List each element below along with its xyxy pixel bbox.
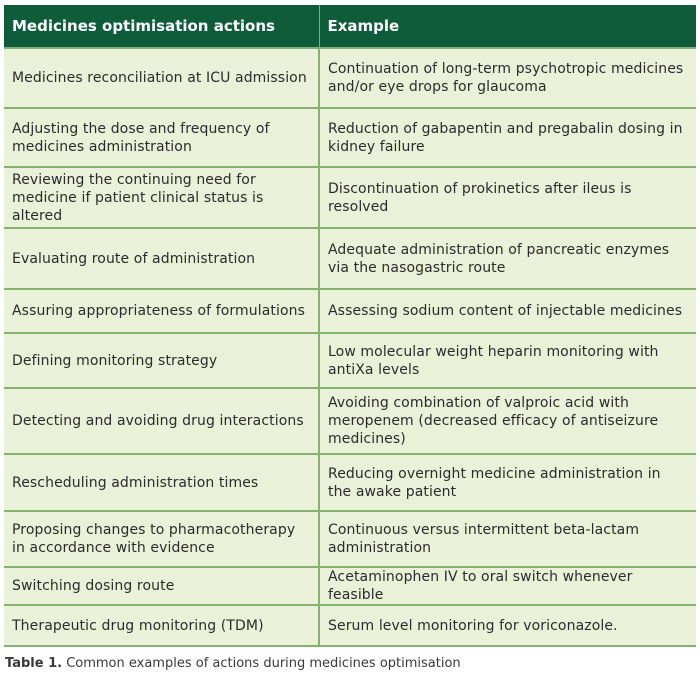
table-row [4,333,696,388]
example-cell: Avoiding combination of valproic acid with meropenem (decreased efficacy of antiseizure medicines) [319,388,696,454]
example-cell: Continuous versus intermittent beta-lactam administration [319,511,696,567]
action-cell: Medicines reconciliation at ICU admission [4,48,319,108]
example-cell: Reducing overnight medicine administration in the awake patient [319,454,696,511]
table-row [4,605,696,646]
example-cell: Serum level monitoring for voriconazole. [319,605,696,646]
example-cell: Adequate administration of pancreatic enzymes via the nasogastric route [319,228,696,289]
medicines-optimisation-table [4,5,696,647]
table-row [4,454,696,511]
table-row [4,48,696,108]
example-cell: Assessing sodium content of injectable medicines [319,289,696,333]
action-cell: Therapeutic drug monitoring (TDM) [4,605,319,646]
caption-text: Common examples of actions during medicines optimisation [62,656,461,671]
table-row [4,167,696,228]
action-cell: Defining monitoring strategy [4,333,319,388]
table-row [4,108,696,167]
action-cell: Adjusting the dose and frequency of medicines administration [4,108,319,167]
example-cell: Continuation of long-term psychotropic medicines and/or eye drops for glaucoma [319,48,696,108]
table-header-row [4,5,696,48]
table-row [4,289,696,333]
header-example: Example [319,5,696,48]
example-cell: Low molecular weight heparin monitoring with antiXa levels [319,333,696,388]
example-cell: Discontinuation of prokinetics after ileus is resolved [319,167,696,228]
action-cell: Rescheduling administration times [4,454,319,511]
action-cell: Switching dosing route [4,567,319,605]
action-cell: Reviewing the continuing need for medicine if patient clinical status is altered [4,167,319,228]
example-cell: Reduction of gabapentin and pregabalin dosing in kidney failure [319,108,696,167]
action-cell: Assuring appropriateness of formulations [4,289,319,333]
table-row [4,567,696,605]
action-cell: Evaluating route of administration [4,228,319,289]
header-actions: Medicines optimisation actions [4,5,319,48]
example-cell: Acetaminophen IV to oral switch whenever feasible [319,567,696,605]
table-row [4,388,696,454]
table-row [4,511,696,567]
table-caption [5,656,461,671]
action-cell: Proposing changes to pharmacotherapy in accordance with evidence [4,511,319,567]
action-cell: Detecting and avoiding drug interactions [4,388,319,454]
caption-label: Table 1. [5,656,63,671]
table-row [4,228,696,289]
table-container [4,5,696,647]
